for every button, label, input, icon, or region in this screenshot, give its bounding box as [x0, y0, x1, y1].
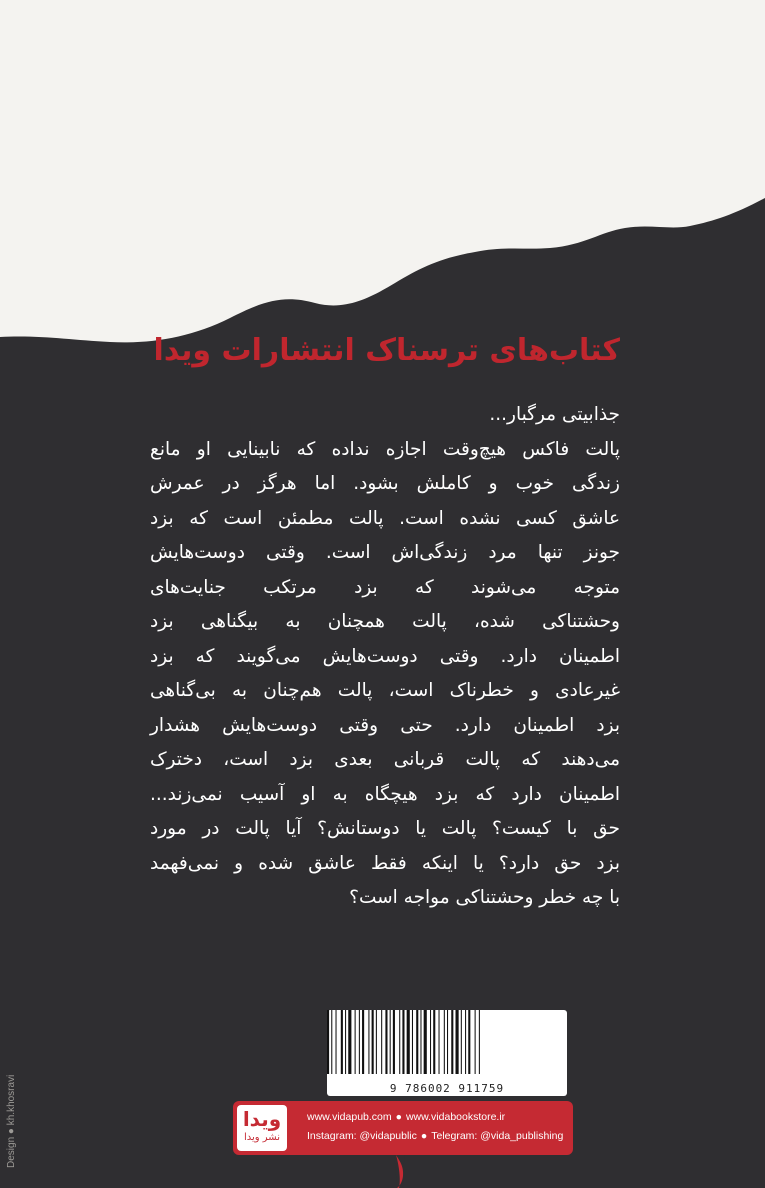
social-line	[307, 1130, 563, 1142]
barcode-bar	[368, 1010, 369, 1074]
barcode-bar	[345, 1010, 346, 1074]
barcode-bar	[348, 1010, 351, 1074]
barcode-bar	[336, 1010, 337, 1074]
barcode-bar	[390, 1010, 391, 1074]
barcode-bar	[447, 1010, 448, 1074]
barcode-bar	[420, 1010, 421, 1074]
barcode-bar	[393, 1010, 395, 1074]
blurb-text	[150, 398, 620, 916]
barcode-bar	[399, 1010, 400, 1074]
barcode-bar	[327, 1010, 329, 1074]
blurb-line: متوجه می‌شوند که بزد مرتکب جنایت‌های	[150, 576, 620, 598]
barcode-bar	[456, 1010, 459, 1074]
isbn-number: 9 786002 911759	[389, 1082, 505, 1095]
barcode-bar	[424, 1010, 427, 1074]
barcode-bar	[355, 1010, 356, 1074]
barcode-bar	[451, 1010, 453, 1074]
barcode-bar	[402, 1010, 404, 1074]
publisher-logo-mark: ویدا	[242, 1107, 282, 1131]
barcode-bar	[331, 1010, 332, 1074]
barcode-bar	[341, 1010, 343, 1074]
barcode-bar	[468, 1010, 470, 1074]
series-title: کتاب‌های ترسناک انتشارات ویدا	[153, 333, 620, 368]
blurb-line: جذابیتی مرگبار...	[489, 404, 620, 425]
separator-dot-icon: ●	[395, 1111, 402, 1123]
blurb-line: غیرعادی و خطرناک است، پالت هم‌چنان به بی‌گناهی	[150, 680, 620, 701]
barcode-bar	[430, 1010, 431, 1074]
blurb-line: وحشتناکی شده، پالت همچنان به بیگناهی بزد	[150, 611, 620, 632]
barcode-bar	[412, 1010, 413, 1074]
instagram-handle[interactable]: Instagram: @vidapublic	[307, 1130, 417, 1142]
publisher-strip	[233, 1101, 573, 1155]
website-line	[307, 1111, 505, 1123]
barcode-bar	[439, 1010, 440, 1074]
blurb-line: اطمینان دارد که بزد هیچگاه به او آسیب نمی‌زند...	[150, 783, 620, 805]
isbn-barcode	[327, 1010, 567, 1096]
barcode-bar	[372, 1010, 374, 1074]
designer-credit: Design ● kh.khosravi	[6, 1074, 17, 1168]
website-link[interactable]: www.vidapub.com	[307, 1111, 392, 1123]
blurb-line: عاشق کسی نشده است. پالت مطمئن است که بزد	[150, 507, 620, 529]
blurb-line: می‌دهند که پالت قربانی بعدی بزد است، دخترک	[150, 749, 620, 770]
telegram-handle[interactable]: Telegram: @vida_publishing	[431, 1130, 564, 1142]
barcode-bars	[327, 1010, 545, 1074]
blurb-line: حق با کیست؟ پالت یا دوستانش؟ آیا پالت در مورد	[150, 818, 620, 839]
blurb-line: جونز تنها مرد زندگی‌اش است. وقتی دوست‌هایش	[150, 542, 620, 563]
barcode-bar	[376, 1010, 377, 1074]
barcode-bar	[359, 1010, 360, 1074]
barcode-bar	[475, 1010, 476, 1074]
blurb-line: بزد اطمینان دارد. حتی وقتی دوست‌هایش هشدار	[150, 714, 620, 736]
blurb-line: اطمینان دارد. وقتی دوست‌هایش می‌گویند که بزد	[150, 645, 620, 667]
barcode-bar	[479, 1010, 480, 1074]
barcode-bar	[385, 1010, 387, 1074]
blurb-line: با چه خطر وحشتناکی مواجه است؟	[349, 887, 620, 908]
bookstore-link[interactable]: www.vidabookstore.ir	[405, 1111, 506, 1123]
barcode-bar	[465, 1010, 466, 1074]
barcode-bar	[461, 1010, 462, 1074]
blurb-line: پالت فاکس هیچ‌وقت اجازه نداده که نابینایی او مانع	[150, 438, 620, 460]
separator-dot-icon: ●	[420, 1130, 428, 1142]
barcode-bar	[444, 1010, 445, 1074]
blurb-line: بزد حق دارد؟ یا اینکه فقط عاشق شده و نمی‌فهمد	[150, 852, 620, 874]
barcode-bar	[433, 1010, 435, 1074]
blurb-line: زندگی خوب و کاملش بشود. اما هرگز در عمرش	[150, 473, 620, 494]
barcode-bar	[381, 1010, 382, 1074]
barcode-bar	[407, 1010, 410, 1074]
barcode-bar	[416, 1010, 418, 1074]
barcode-bar	[362, 1010, 364, 1074]
publisher-logo	[237, 1105, 287, 1151]
publisher-logo-subtitle: نشر ویدا	[243, 1132, 281, 1143]
